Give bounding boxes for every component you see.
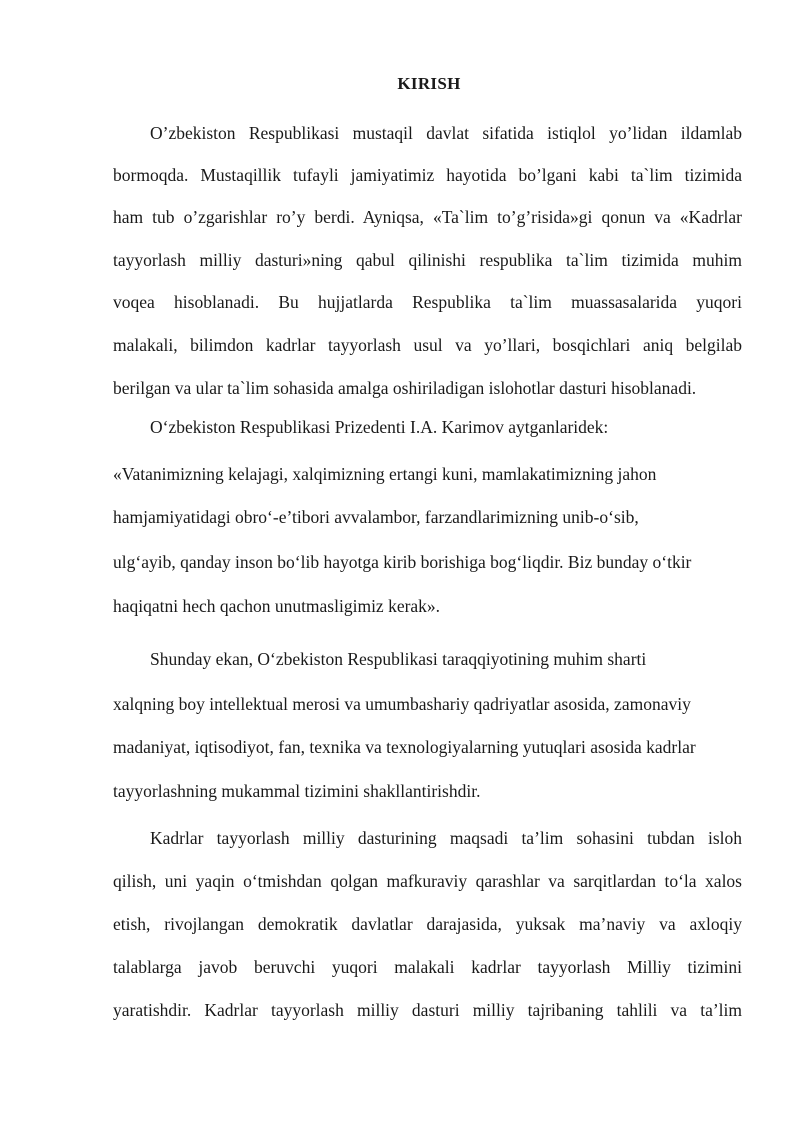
text-line: O‘zbekiston Respublikasi Prizedenti I.A. Karimov aytganlaridek: (150, 417, 609, 437)
text-line: ham tub o’zgarishlar ro’y berdi. Ayniqsa, «Ta`lim to’g’risida»gi qonun va «Kadrlar (113, 207, 742, 227)
text-line: yaratishdir. Kadrlar tayyorlash milliy dasturi milliy tajribaning tahlili va ta’lim (113, 1000, 742, 1020)
text-line: O’zbekiston Respublikasi mustaqil davlat sifatida istiqlol yo’lidan ildamlab (150, 123, 742, 143)
text-line: xalqning boy intellektual merosi va umumbashariy qadriyatlar asosida, zamonaviy (113, 694, 691, 714)
text-line: madaniyat, iqtisodiyot, fan, texnika va texnologiyalarning yutuqlari asosida kadrlar (113, 737, 696, 757)
text-line: etish, rivojlangan demokratik davlatlar darajasida, yuksak ma’naviy va axloqiy (113, 914, 742, 934)
page-title: KIRISH (397, 74, 461, 93)
text-line: bormoqda. Mustaqillik tufayli jamiyatimiz hayotida bo’lgani kabi ta`lim tizimida (113, 165, 742, 185)
text-line: voqea hisoblanadi. Bu hujjatlarda Respublika ta`lim muassasalarida yuqori (113, 292, 742, 312)
text-line: Kadrlar tayyorlash milliy dasturining maqsadi ta’lim sohasini tubdan isloh (150, 828, 742, 848)
text-line: «Vatanimizning kelajagi, xalqimizning ertangi kuni, mamlakatimizning jahon (113, 464, 657, 484)
text-line: talablarga javob beruvchi yuqori malakali kadrlar tayyorlash Milliy tizimini (113, 957, 742, 977)
text-line: Shunday ekan, O‘zbekiston Respublikasi taraqqiyotining muhim sharti (150, 649, 647, 669)
text-line: berilgan va ular ta`lim sohasida amalga oshiriladigan islohotlar dasturi hisoblanadi. (113, 378, 697, 398)
text-line: haqiqatni hech qachon unutmasligimiz kerak». (113, 596, 441, 616)
text-line: tayyorlash milliy dasturi»ning qabul qilinishi respublika ta`lim tizimida muhim (113, 250, 742, 270)
text-line: ulg‘ayib, qanday inson bo‘lib hayotga kirib borishiga bog‘liqdir. Biz bunday o‘tkir (113, 552, 692, 572)
text-line: tayyorlashning mukammal tizimini shakllantirishdir. (113, 781, 481, 801)
text-line: malakali, bilimdon kadrlar tayyorlash usul va yo’llari, bosqichlari aniq belgilab (113, 335, 742, 355)
text-line: hamjamiyatidagi obro‘-e’tibori avvalambor, farzandlarimizning unib-o‘sib, (113, 507, 639, 527)
text-line: qilish, uni yaqin o‘tmishdan qolgan mafkuraviy qarashlar va sarqitlardan to‘la xalos (113, 871, 742, 891)
